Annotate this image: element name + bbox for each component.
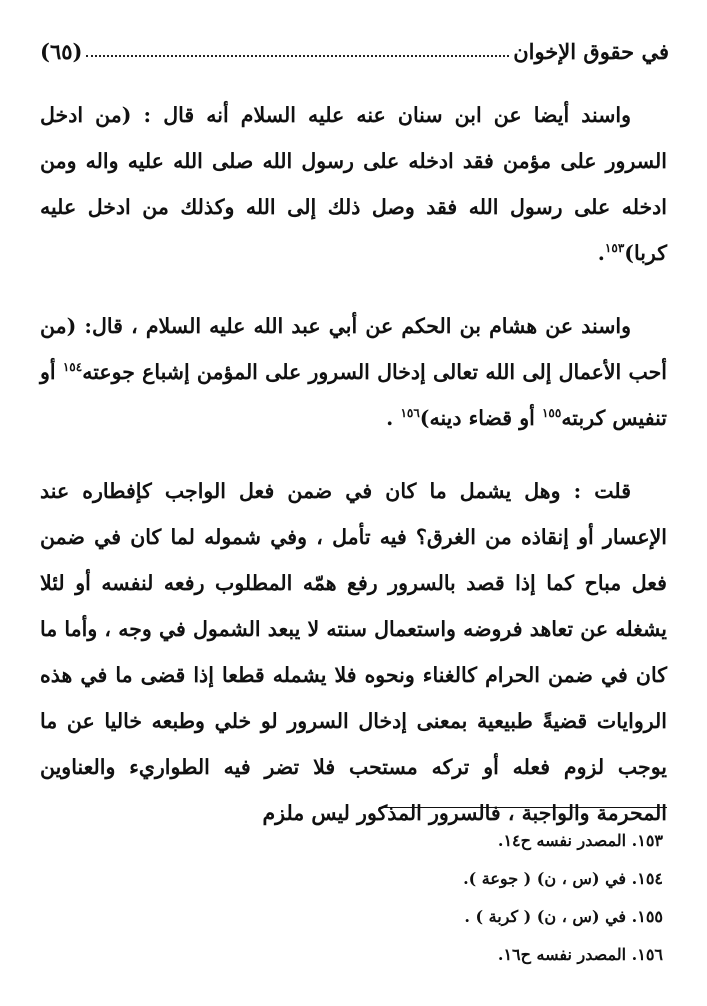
footnote-ref-153[interactable]: ١٥٣ xyxy=(604,241,625,256)
footnote-153: ١٥٣. المصدر نفسه ح١٤. xyxy=(497,831,663,850)
paragraph-2-text-b: أو تنفيس كربته xyxy=(40,360,667,430)
paragraph-2-text: واسند عن هشام بن الحكم عن أبي عبد الله عليه السلام ، قال: (من أحب الأعمال إلى الله تعالى إدخال السرور على المؤمن إشباع جوعته xyxy=(40,314,667,384)
footnote-separator xyxy=(379,807,667,808)
page-number: (٦٥) xyxy=(40,39,83,64)
running-title: في حقوق الإخوان xyxy=(513,39,669,64)
paragraph-2 xyxy=(40,303,667,441)
footnote-156: ١٥٦. المصدر نفسه ح١٦. xyxy=(497,945,663,964)
footnote-155: ١٥٥. في (س ، ن) ( كربة ) . xyxy=(464,907,663,926)
footnotes xyxy=(300,822,663,974)
paragraph-3-text: قلت : وهل يشمل ما كان في ضمن فعل الواجب كإفطاره عند الإعسار أو إنقاذه من الغرق؟ فيه تأمل ، وفي شموله لما كان في ضمن فعل مباح كما إذا قصد بالسرور رفع همّه المطلوب رفعه لنفسه أو لئلا يشغله عن تعاهد فروضه واستعمال سنته لا يبعد الشمول في وجه ، وأما ما كان في ضمن الحرام كالغناء ونحوه فلا يشمله قطعا إذا قضى ما في هذه الروايات قضيةً طبيعية بمعنى إدخال السرور لو خلي وطبعه خاليا عن ما يوجب لزوم فعله أو تركه مستحب فلا تضر فيه الطواريء والعناوين المحرمة والواجبة ، فالسرور المذكور ليس ملزم xyxy=(40,479,667,825)
page-header xyxy=(40,30,669,64)
footnote-ref-156[interactable]: ١٥٦ xyxy=(400,406,420,421)
footnote-ref-155[interactable]: ١٥٥ xyxy=(541,406,562,421)
paragraph-1-end: . xyxy=(597,241,605,265)
paragraph-3 xyxy=(40,468,667,836)
paragraph-2-text-c: أو قضاء دينه) xyxy=(419,406,542,430)
footnote-ref-154[interactable]: ١٥٤ xyxy=(62,360,83,375)
footnote-154: ١٥٤. في (س ، ن) ( جوعة ). xyxy=(463,869,663,888)
header-dot-leader xyxy=(86,55,509,57)
paragraph-1 xyxy=(40,92,667,276)
paragraph-2-end: . xyxy=(386,406,401,430)
main-text xyxy=(40,92,667,836)
paragraph-1-text: واسند أيضا عن ابن سنان عنه عليه السلام أنه قال : (من ادخل السرور على مؤمن فقد ادخله على رسول الله صلى الله عليه واله ومن ادخله على رسول الله فقد وصل ذلك إلى الله وكذلك من ادخل عليه كربا) xyxy=(40,103,667,265)
